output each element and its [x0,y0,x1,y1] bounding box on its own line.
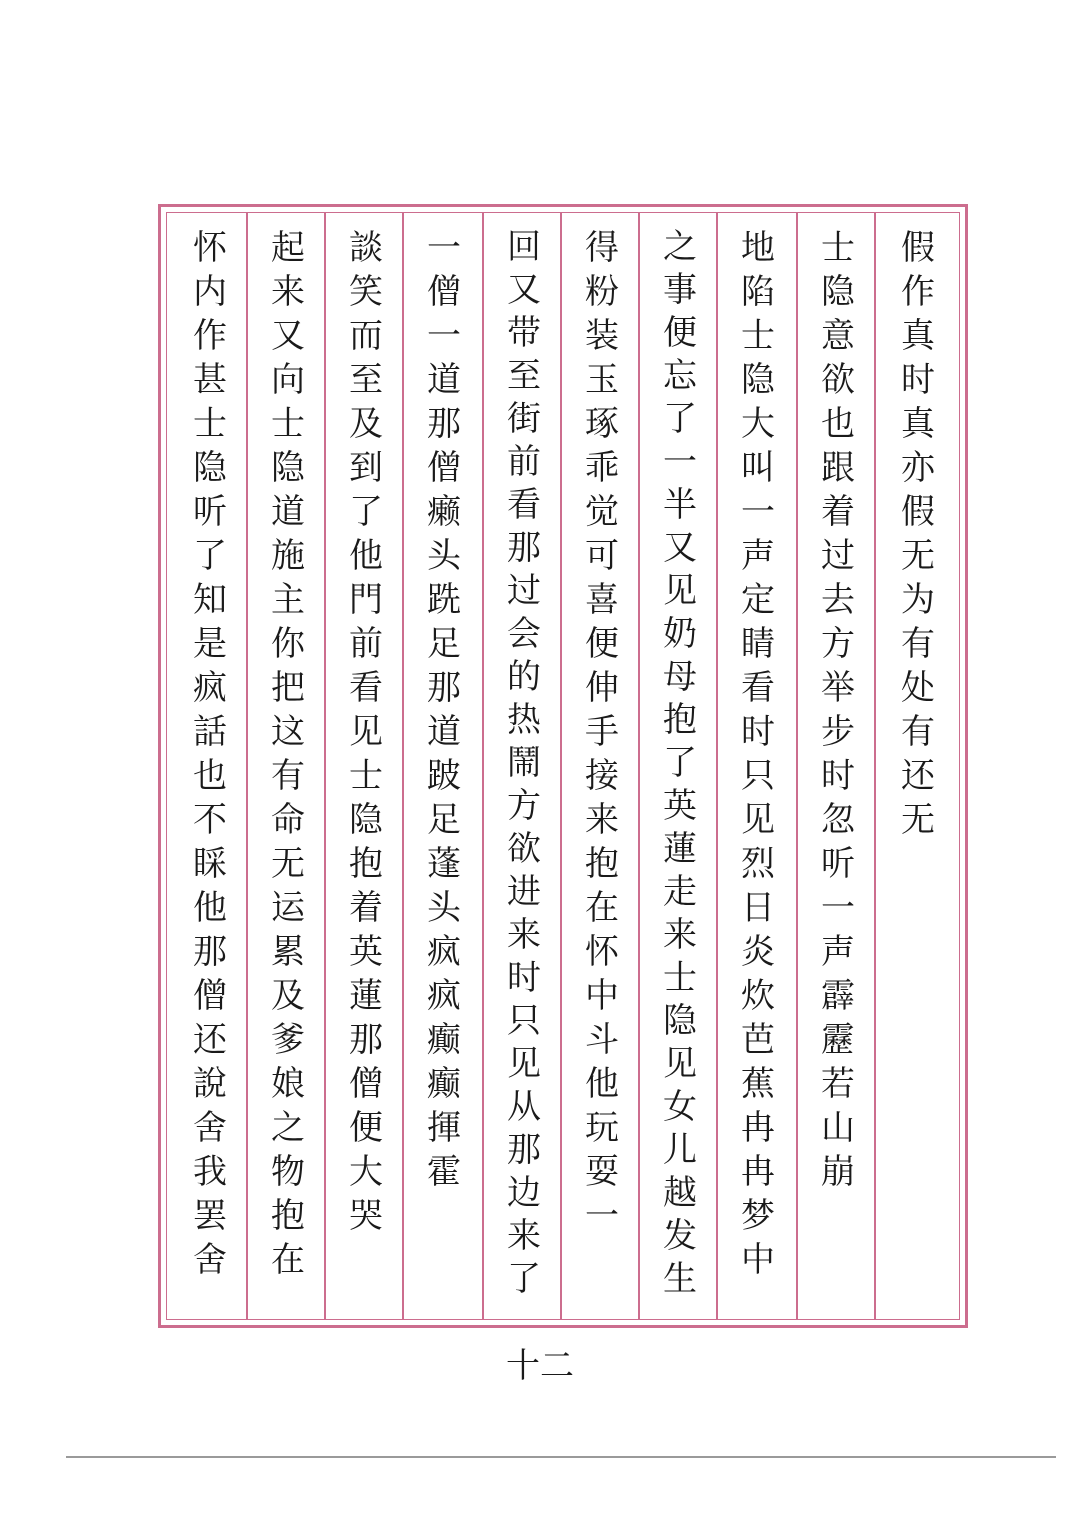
character: 还 [193,1020,227,1060]
character: 定 [741,580,775,620]
character: 来 [507,1216,541,1256]
character: 欲 [507,829,541,869]
character: 抱 [349,844,383,884]
character: 忘 [663,356,697,396]
text-column [486,226,562,1301]
character: 把 [271,668,305,708]
character: 热 [507,700,541,740]
character: 一 [821,888,855,928]
character: 隐 [663,1001,697,1041]
character: 玩 [585,1108,619,1148]
character: 亦 [901,448,935,488]
character: 声 [741,536,775,576]
character: 方 [507,786,541,826]
character: 有 [901,712,935,752]
character: 进 [507,872,541,912]
character: 半 [663,485,697,525]
character: 得 [585,228,619,268]
character: 之 [663,227,697,267]
character: 那 [427,668,461,708]
character: 去 [821,580,855,620]
character: 抱 [585,844,619,884]
character: 士 [663,958,697,998]
character: 大 [349,1152,383,1192]
character: 欲 [821,360,855,400]
character: 一 [427,228,461,268]
character: 一 [663,442,697,482]
column-divider [482,212,484,1320]
character: 时 [821,756,855,796]
character: 便 [349,1108,383,1148]
character: 又 [507,270,541,310]
character: 物 [271,1152,305,1192]
character: 也 [821,404,855,444]
character: 为 [901,580,935,620]
character: 看 [741,668,775,708]
character: 见 [349,712,383,752]
character: 了 [663,399,697,439]
character: 崩 [821,1152,855,1192]
character: 怀 [585,932,619,972]
character: 了 [663,743,697,783]
character: 士 [349,756,383,796]
character: 道 [427,712,461,752]
character: 着 [349,888,383,928]
character: 疯 [193,668,227,708]
character: 越 [663,1173,697,1213]
character: 蕉 [741,1064,775,1104]
character: 边 [507,1173,541,1213]
character: 靂 [821,1020,855,1060]
character: 娘 [271,1064,305,1104]
character: 主 [271,580,305,620]
character: 梦 [741,1196,775,1236]
character: 舍 [193,1108,227,1148]
character: 霹 [821,976,855,1016]
character: 士 [271,404,305,444]
character: 见 [507,1044,541,1084]
character: 女 [663,1087,697,1127]
character: 至 [507,356,541,396]
character: 方 [821,624,855,664]
character: 琢 [585,404,619,444]
character: 知 [193,580,227,620]
character: 癫 [427,1064,461,1104]
character: 见 [741,800,775,840]
character: 蓬 [427,844,461,884]
character: 头 [427,888,461,928]
character: 只 [507,1001,541,1041]
character: 山 [821,1108,855,1148]
character: 我 [193,1152,227,1192]
character: 还 [901,756,935,796]
character: 怀 [193,228,227,268]
character: 地 [741,228,775,268]
character: 至 [349,360,383,400]
character: 生 [663,1259,697,1299]
character: 耍 [585,1152,619,1192]
character: 内 [193,272,227,312]
character: 鬧 [507,743,541,783]
character: 哭 [349,1196,383,1236]
character: 一 [741,492,775,532]
character: 步 [821,712,855,752]
character: 疯 [427,976,461,1016]
character: 命 [271,800,305,840]
character: 英 [663,786,697,826]
character: 来 [663,915,697,955]
character: 时 [741,712,775,752]
character: 便 [585,624,619,664]
character: 起 [271,228,305,268]
text-column [720,226,796,1282]
character: 隐 [349,800,383,840]
character: 中 [585,976,619,1016]
character: 看 [349,668,383,708]
bottom-rule [66,1456,1056,1458]
character: 带 [507,313,541,353]
character: 手 [585,712,619,752]
character: 前 [507,442,541,482]
character: 冉 [741,1152,775,1192]
character: 意 [821,316,855,356]
character: 炎 [741,932,775,972]
character: 足 [427,624,461,664]
character: 睛 [741,624,775,664]
character: 他 [585,1064,619,1104]
character: 你 [271,624,305,664]
character: 街 [507,399,541,439]
character: 烈 [741,844,775,884]
character: 笑 [349,272,383,312]
character: 也 [193,756,227,796]
character: 抱 [663,700,697,740]
character: 隐 [741,360,775,400]
character: 道 [271,492,305,532]
character: 疯 [427,932,461,972]
character: 僧 [427,272,461,312]
character: 及 [349,404,383,444]
character: 忽 [821,800,855,840]
character: 睬 [193,844,227,884]
character: 作 [193,316,227,356]
character: 那 [507,528,541,568]
character: 的 [507,657,541,697]
character: 觉 [585,492,619,532]
character: 便 [663,313,697,353]
character: 声 [821,932,855,972]
character: 道 [427,360,461,400]
text-column [172,226,248,1282]
character: 见 [663,1044,697,1084]
character: 若 [821,1064,855,1104]
character: 蓮 [663,829,697,869]
text-column [642,226,718,1301]
character: 时 [507,958,541,998]
character: 着 [821,492,855,532]
character: 跟 [821,448,855,488]
character: 隐 [193,448,227,488]
character: 足 [427,800,461,840]
character: 甚 [193,360,227,400]
character: 喜 [585,580,619,620]
character: 来 [507,915,541,955]
character: 中 [741,1240,775,1280]
character: 从 [507,1087,541,1127]
character: 芭 [741,1020,775,1060]
character: 冉 [741,1108,775,1148]
character: 那 [507,1130,541,1170]
character: 僧 [349,1064,383,1104]
character: 真 [901,404,935,444]
character: 僧 [427,448,461,488]
character: 揮 [427,1108,461,1148]
page-number: 十二 [506,1346,574,1386]
character: 接 [585,756,619,796]
text-column [564,226,640,1238]
character: 爹 [271,1020,305,1060]
character: 施 [271,536,305,576]
character: 霍 [427,1152,461,1192]
character: 见 [663,571,697,611]
character: 无 [901,536,935,576]
character: 及 [271,976,305,1016]
character: 隐 [271,448,305,488]
character: 这 [271,712,305,752]
character: 过 [507,571,541,611]
character: 又 [663,528,697,568]
character: 炊 [741,976,775,1016]
character: 而 [349,316,383,356]
character: 斗 [585,1020,619,1060]
character: 看 [507,485,541,525]
character: 一 [427,316,461,356]
character: 罢 [193,1196,227,1236]
character: 陷 [741,272,775,312]
character: 运 [271,888,305,928]
character: 有 [271,756,305,796]
character: 真 [901,316,935,356]
character: 了 [507,1259,541,1299]
character: 蓮 [349,976,383,1016]
character: 向 [271,360,305,400]
character: 叫 [741,448,775,488]
character: 了 [193,536,227,576]
character: 隐 [821,272,855,312]
character: 士 [193,404,227,444]
character: 跣 [427,580,461,620]
character: 士 [821,228,855,268]
character: 假 [901,228,935,268]
character: 假 [901,492,935,532]
character: 听 [821,844,855,884]
character: 粉 [585,272,619,312]
character: 在 [585,888,619,928]
column-divider [796,212,798,1320]
character: 一 [585,1196,619,1236]
character: 在 [271,1240,305,1280]
character: 母 [663,657,697,697]
text-column [328,226,404,1238]
character: 談 [349,228,383,268]
character: 他 [349,536,383,576]
character: 过 [821,536,855,576]
character: 跛 [427,756,461,796]
text-column [880,226,956,842]
character: 有 [901,624,935,664]
character: 会 [507,614,541,654]
character: 举 [821,668,855,708]
character: 回 [507,227,541,267]
character: 乖 [585,448,619,488]
character: 奶 [663,614,697,654]
character: 士 [741,316,775,356]
character: 他 [193,888,227,928]
character: 发 [663,1216,697,1256]
character: 大 [741,404,775,444]
text-column [250,226,326,1282]
character: 僧 [193,976,227,1016]
character: 話 [193,712,227,752]
character: 伸 [585,668,619,708]
character: 英 [349,932,383,972]
character: 癞 [427,492,461,532]
character: 那 [427,404,461,444]
character: 听 [193,492,227,532]
text-column [406,226,482,1194]
character: 累 [271,932,305,972]
character: 說 [193,1064,227,1104]
character: 那 [193,932,227,972]
character: 前 [349,624,383,664]
character: 装 [585,316,619,356]
character: 門 [349,580,383,620]
character: 癫 [427,1020,461,1060]
character: 之 [271,1108,305,1148]
character: 又 [271,316,305,356]
character: 时 [901,360,935,400]
text-column [800,226,876,1194]
character: 作 [901,272,935,312]
character: 舍 [193,1240,227,1280]
character: 处 [901,668,935,708]
character: 不 [193,800,227,840]
character: 来 [271,272,305,312]
character: 了 [349,492,383,532]
character: 到 [349,448,383,488]
character: 头 [427,536,461,576]
character: 日 [741,888,775,928]
character: 只 [741,756,775,796]
character: 走 [663,872,697,912]
character: 抱 [271,1196,305,1236]
character: 来 [585,800,619,840]
character: 无 [901,800,935,840]
character: 玉 [585,360,619,400]
character: 那 [349,1020,383,1060]
character: 儿 [663,1130,697,1170]
character: 无 [271,844,305,884]
character: 是 [193,624,227,664]
character: 事 [663,270,697,310]
character: 可 [585,536,619,576]
